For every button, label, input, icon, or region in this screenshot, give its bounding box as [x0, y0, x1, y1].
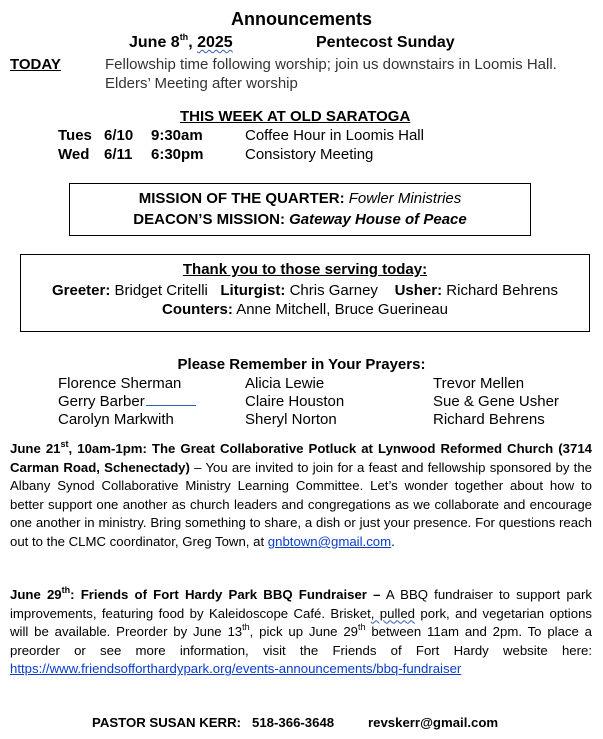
page-title: Announcements — [230, 9, 372, 29]
prayers-heading: Please Remember in Your Prayers: — [177, 356, 426, 373]
today-line-1: Fellowship time following worship; join us downstairs in Loomis Hall. — [105, 56, 557, 73]
event-date: 6/10 — [104, 127, 134, 144]
serving-heading: Thank you to those serving today: — [182, 261, 428, 278]
pastor-label: PASTOR SUSAN KERR: — [92, 715, 241, 730]
prayer-name: Sue & Gene Usher — [433, 393, 559, 410]
serving-roles: Greeter: Bridget Critelli Liturgist: Chris Garney Usher: Richard Behrens — [51, 282, 559, 299]
prayer-name: Florence Sherman — [58, 375, 182, 392]
week-heading: THIS WEEK AT OLD SARATOGA — [180, 108, 411, 125]
event-time: 9:30am — [151, 127, 203, 144]
potluck-announcement: June 21st, 10am-1pm: The Great Collaborative Potluck at Lynwood Reformed Church (3714 Carman Road, Schenectady) – You are invited to join for a feast and fellowship sponsored by the Albany Synod Collaborative Ministry Learning Committee. Let’s wonder together about how to better support one another as church leaders and congregations as we collaborate and encourage one another in ministry. Bring something to share, a dish or just your presence. For questions reach out to the CLMC coordinator, Greg Town, at gnbtown@gmail.com. — [10, 438, 592, 549]
event-title: Consistory Meeting — [245, 146, 374, 163]
today-line-2: Elders’ Meeting after worship — [105, 75, 298, 92]
event-time: 6:30pm — [151, 146, 204, 163]
clmc-email-link[interactable]: gnbtown@gmail.com — [267, 533, 392, 549]
fundraiser-url-link[interactable]: https://www.friendsofforthardypark.org/events-announcements/bbq-fundraiser — [10, 661, 462, 677]
prayer-name: Gerry Barber — [58, 393, 196, 410]
bbq-announcement: June 29th: Friends of Fort Hardy Park BBQ Fundraiser – A BBQ fundraiser to support park improvements, featuring food by Kaleidoscope Café. Brisket, pulled pork, and vegetarian options will be available. Preorder by June 13th, pick up June 29th between 11am and 2pm. To place a preorder or see more information, visit the Friends of Fort Hardy website here: https://www.friendsofforthardypark.org/events-announcements/bbq-fundraiser — [10, 584, 593, 677]
event-day: Tues — [58, 127, 92, 144]
prayer-name: Trevor Mellen — [433, 375, 525, 392]
prayer-name: Richard Behrens — [433, 411, 545, 428]
event-title: Coffee Hour in Loomis Hall — [245, 127, 424, 144]
today-label: TODAY — [10, 56, 61, 73]
pastor-phone: 518-366-3648 — [252, 715, 335, 730]
occasion: Pentecost Sunday — [316, 34, 455, 51]
deacon-mission: DEACON’S MISSION: Gateway House of Peace — [133, 211, 467, 228]
prayer-name: Carolyn Markwith — [58, 411, 174, 428]
event-day: Wed — [58, 146, 90, 163]
prayer-name: Claire Houston — [245, 393, 345, 410]
serving-counters: Counters: Anne Mitchell, Bruce Guerineau — [162, 301, 448, 318]
pastor-email: revskerr@gmail.com — [368, 715, 499, 730]
service-date: June 8th, 2025 — [129, 31, 233, 51]
mission-quarter: MISSION OF THE QUARTER: Fowler Ministries — [138, 190, 462, 207]
prayer-name: Alicia Lewie — [245, 375, 325, 392]
prayer-name: Sheryl Norton — [245, 411, 337, 428]
event-date: 6/11 — [104, 146, 133, 163]
